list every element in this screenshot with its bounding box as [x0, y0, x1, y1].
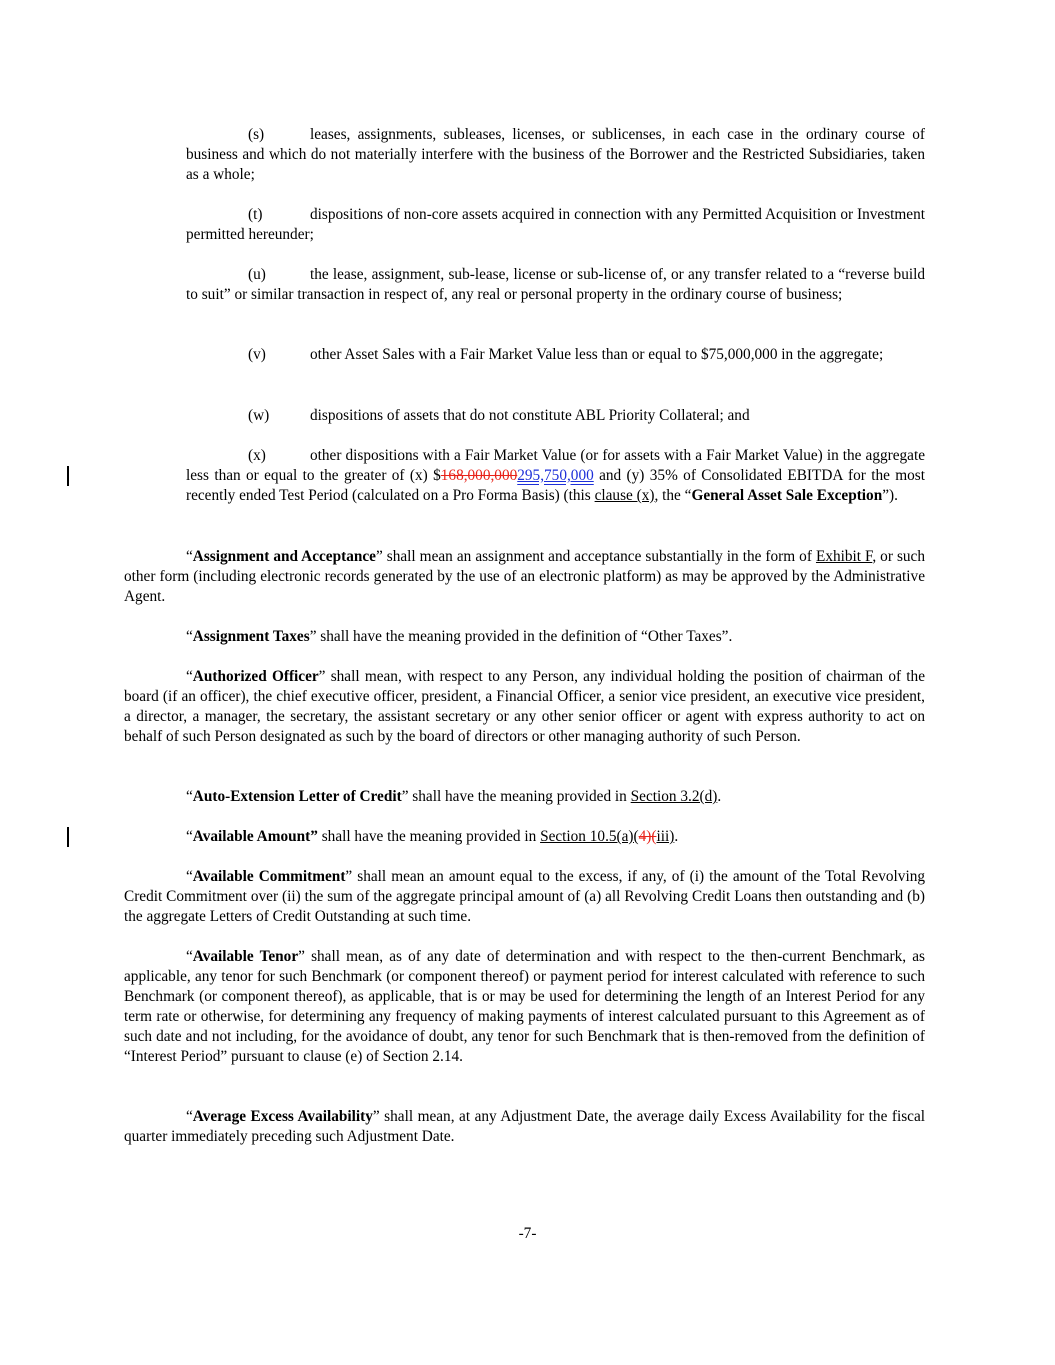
subclause-v	[186, 345, 925, 365]
definition-text: ” shall mean an amount equal to the excess, if any, of (i) the amount of the Total Revolving Credit Commitment over (ii) the sum of the aggregate principal amount of (a) all Revolving Credit Loans then outstanding and (b) the aggregate Letters of Credit Outstanding at such time.	[124, 868, 925, 925]
deleted-amount: 168,000,000	[440, 467, 518, 484]
subclause-x	[186, 446, 925, 506]
quote-mark: “	[186, 548, 193, 565]
punctuation: .	[717, 788, 722, 805]
definition-text: ” shall mean, at any Adjustment Date, the average daily Excess Availability for the fiscal quarter immediately preceding such Adjustment Date.	[124, 1108, 925, 1145]
definition-average-excess-availability	[124, 1107, 925, 1147]
cross-reference: Section 10.5(a)(	[540, 828, 639, 845]
punctuation: .	[674, 828, 679, 845]
change-bar	[67, 466, 69, 486]
definition-text: , or such other form (including electronic records generated by the use of an electronic platform) as may be approved by the Administrative Agent.	[124, 548, 925, 605]
definition-text: ” shall mean, as of any date of determination and with respect to the then-current Benchmark, as applicable, any tenor for such Benchmark (or component thereof) or payment period for interest calculated with reference to such Benchmark (or component thereof), as applicable, that is or may be used for determining the length of an Interest Period for any term rate or otherwise, for determining any frequency of making payments of interest calculated pursuant to this Agreement as of such date and not including, for the avoidance of doubt, any tenor for such Benchmark that is then-removed from the definition of “Interest Period” pursuant to clause (e) of Section 2.14.	[124, 948, 925, 1065]
quote-mark: “	[186, 948, 193, 965]
definition-assignment-taxes	[124, 627, 925, 647]
definition-assignment-and-acceptance	[124, 547, 925, 607]
quote-mark: “	[186, 668, 193, 685]
definition-text: ” shall mean an assignment and acceptance substantially in the form of	[375, 548, 816, 565]
definition-authorized-officer	[124, 667, 925, 747]
cross-reference: Section 3.2(d)	[630, 788, 718, 805]
deleted-reference: 4)(	[638, 828, 657, 845]
subclause-text: the lease, assignment, sub-lease, license or sub-license of, or any transfer related to a “reverse build to suit” or similar transaction in respect of, any real or personal property in the ordinary course of business;	[186, 266, 925, 303]
subclause-label: (t)	[248, 206, 263, 223]
definition-text: ” shall have the meaning provided in the definition of “Other Taxes”.	[309, 628, 733, 645]
cross-reference: clause (x)	[594, 487, 655, 504]
page-number: -7-	[518, 1225, 537, 1242]
defined-term: Assignment and Acceptance	[192, 548, 376, 565]
subclause-w	[186, 406, 925, 426]
subclause-label: (s)	[248, 126, 265, 143]
defined-term: Available Tenor	[192, 948, 299, 965]
defined-term: Available Commitment	[192, 868, 346, 885]
subclause-t	[186, 205, 925, 245]
definition-text: ” shall mean, with respect to any Person, any individual holding the position of chairman of the board (if an officer), the chief executive officer, president, a Financial Officer, a senior vice president, an executive vice president, a director, a manager, the secretary, the assistant secretary or any other senior officer or agent with express authority to act on behalf of such Person designated as such by the board of directors or other managing authority of such Person.	[124, 668, 925, 745]
defined-term: Auto-Extension Letter of Credit	[192, 788, 402, 805]
definition-available-tenor	[124, 947, 925, 1067]
subclause-text: other Asset Sales with a Fair Market Value less than or equal to $75,000,000 in the aggregate;	[310, 346, 884, 363]
clause-text: , the “	[654, 487, 692, 504]
cross-reference: Exhibit F	[815, 548, 873, 565]
subclause-label: (v)	[248, 346, 266, 363]
change-bar	[67, 827, 69, 847]
definition-text: shall have the meaning provided in	[317, 828, 541, 845]
clause-text: and (y) 35% of Consolidated EBITDA for the most recently ended Test Period (calculated on a Pro Forma Basis) (this	[186, 467, 926, 504]
definition-text: ” shall have the meaning provided in	[401, 788, 631, 805]
quote-mark: “	[186, 828, 193, 845]
defined-term: Assignment Taxes	[192, 628, 310, 645]
defined-term: Available Amount”	[192, 828, 318, 845]
clause-text: other dispositions with a Fair Market Value (or for assets with a Fair Market Value) in the aggregate less than or equal to the greater of (x) $	[186, 447, 925, 484]
subclause-label: (x)	[248, 447, 266, 464]
clause-text: ”).	[882, 487, 898, 504]
subclause-text: dispositions of assets that do not constitute ABL Priority Collateral; and	[310, 407, 750, 424]
quote-mark: “	[186, 1108, 193, 1125]
quote-mark: “	[186, 788, 193, 805]
subclause-label: (u)	[248, 266, 266, 283]
definition-auto-extension-letter-of-credit	[124, 787, 925, 807]
definition-available-commitment	[124, 867, 925, 927]
subclause-u	[186, 265, 925, 305]
defined-term: Average Excess Availability	[192, 1108, 373, 1125]
defined-term: General Asset Sale Exception	[691, 487, 883, 504]
inserted-amount: 295,750,000	[517, 467, 594, 484]
subclause-label: (w)	[248, 407, 270, 424]
subclause-text: leases, assignments, subleases, licenses, or sublicenses, in each case in the ordinary course of business and which do not materially interfere with the business of the Borrower and the Restricted Subsidiaries, taken as a whole;	[186, 126, 925, 183]
definition-available-amount	[124, 827, 925, 847]
subclause-s	[186, 125, 925, 185]
quote-mark: “	[186, 628, 193, 645]
defined-term: Authorized Officer	[192, 668, 319, 685]
subclause-text: dispositions of non-core assets acquired in connection with any Permitted Acquisition or Investment permitted hereunder;	[186, 206, 925, 243]
quote-mark: “	[186, 868, 193, 885]
cross-reference: iii)	[656, 828, 675, 845]
